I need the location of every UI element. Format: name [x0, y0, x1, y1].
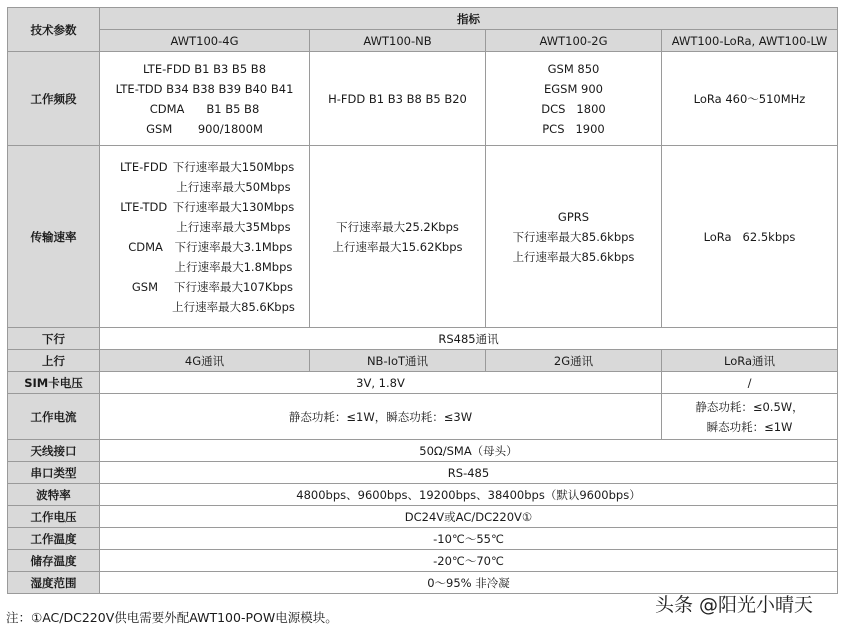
model-2g: AWT100-2G	[486, 30, 662, 52]
model-4g: AWT100-4G	[100, 30, 310, 52]
row-label: 工作电流	[8, 394, 100, 440]
antenna-value: 50Ω/SMA（母头）	[100, 440, 838, 462]
row-antenna	[8, 440, 838, 462]
current-lora	[662, 394, 838, 440]
row-up	[8, 350, 838, 372]
freq-4g	[100, 52, 310, 146]
rate-line: GPRS	[557, 209, 590, 224]
rate-line: 上行速率最大85.6kbps	[512, 249, 635, 264]
rate-4g	[100, 146, 310, 328]
row-label: 湿度范围	[8, 572, 100, 594]
row-label: 天线接口	[8, 440, 100, 462]
row-label: 波特率	[8, 484, 100, 506]
row-label: 串口类型	[8, 462, 100, 484]
freq-line: LTE-TDD B34 B38 B39 B40 B41	[115, 81, 294, 96]
rate-line: 上行速率最大35Mbps	[176, 219, 291, 234]
row-label: 下行	[8, 328, 100, 350]
model-lora: AWT100-LoRa, AWT100-LW	[662, 30, 838, 52]
row-down	[8, 328, 838, 350]
row-rate	[8, 146, 838, 328]
rate-line: LTE-FDD 下行速率最大150Mbps	[119, 159, 295, 174]
sim-value: 3V, 1.8V	[100, 372, 662, 394]
freq-2g	[486, 52, 662, 146]
rate-line: 下行速率最大85.6kbps	[512, 229, 635, 244]
row-sim	[8, 372, 838, 394]
row-label: 传输速率	[8, 146, 100, 328]
up-lora: LoRa通讯	[662, 350, 838, 372]
rate-line: 上行速率最大85.6Kbps	[172, 299, 295, 314]
watermark: 头条 @阳光小晴天	[655, 594, 814, 616]
freq-line: GSM 900/1800M	[146, 121, 263, 136]
freq-lora: LoRa 460～510MHz	[662, 52, 838, 146]
freq-nb: H-FDD B1 B3 B8 B5 B20	[310, 52, 486, 146]
current-line: 瞬态功耗：≤1W	[706, 419, 793, 434]
storage-value: -20℃～70℃	[100, 550, 838, 572]
row-temp	[8, 528, 838, 550]
row-label: 上行	[8, 350, 100, 372]
current-value: 静态功耗：≤1W，瞬态功耗：≤3W	[100, 394, 662, 440]
freq-line: CDMA B1 B5 B8	[149, 101, 260, 116]
row-current	[8, 394, 838, 440]
rate-lora: LoRa 62.5kbps	[662, 146, 838, 328]
rate-line: 上行速率最大15.62Kbps	[332, 239, 463, 254]
rate-line: CDMA 下行速率最大3.1Mbps	[128, 239, 293, 254]
voltage-value: DC24V或AC/DC220V①	[100, 506, 838, 528]
footnote: 注：①AC/DC220V供电需要外配AWT100-POW电源模块。	[6, 610, 338, 625]
rate-line: 上行速率最大50Mbps	[176, 179, 291, 194]
up-4g: 4G通讯	[100, 350, 310, 372]
serial-value: RS-485	[100, 462, 838, 484]
up-2g: 2G通讯	[486, 350, 662, 372]
row-serial	[8, 462, 838, 484]
freq-line: LTE-FDD B1 B3 B5 B8	[142, 61, 267, 76]
humidity-value: 0～95% 非冷凝	[100, 572, 838, 594]
rate-line: 下行速率最大25.2Kbps	[336, 219, 459, 234]
rate-2g	[486, 146, 662, 328]
rate-line: LTE-TDD 下行速率最大130Mbps	[120, 199, 295, 214]
param-header: 技术参数	[8, 8, 100, 52]
row-label: 工作温度	[8, 528, 100, 550]
row-label: 工作频段	[8, 52, 100, 146]
row-label: 储存温度	[8, 550, 100, 572]
sim-lora: /	[662, 372, 838, 394]
current-line: 静态功耗：≤0.5W，	[695, 399, 804, 414]
down-value: RS485通讯	[100, 328, 838, 350]
row-voltage	[8, 506, 838, 528]
rate-line: GSM 下行速率最大107Kbps	[131, 279, 294, 294]
rate-nb	[310, 146, 486, 328]
row-freq	[8, 52, 838, 146]
freq-line: EGSM 900	[543, 81, 603, 96]
temp-value: -10℃～55℃	[100, 528, 838, 550]
row-baud	[8, 484, 838, 506]
spec-header: 指标	[100, 8, 838, 30]
spec-table	[7, 7, 838, 594]
freq-line: PCS 1900	[542, 121, 605, 136]
row-label: 工作电压	[8, 506, 100, 528]
model-nb: AWT100-NB	[310, 30, 486, 52]
freq-line: GSM 850	[547, 61, 600, 76]
up-nb: NB-IoT通讯	[310, 350, 486, 372]
baud-value: 4800bps、9600bps、19200bps、38400bps（默认9600bps）	[100, 484, 838, 506]
rate-line: 上行速率最大1.8Mbps	[174, 259, 293, 274]
row-label: SIM卡电压	[8, 372, 100, 394]
row-storage	[8, 550, 838, 572]
freq-line: DCS 1800	[541, 101, 606, 116]
